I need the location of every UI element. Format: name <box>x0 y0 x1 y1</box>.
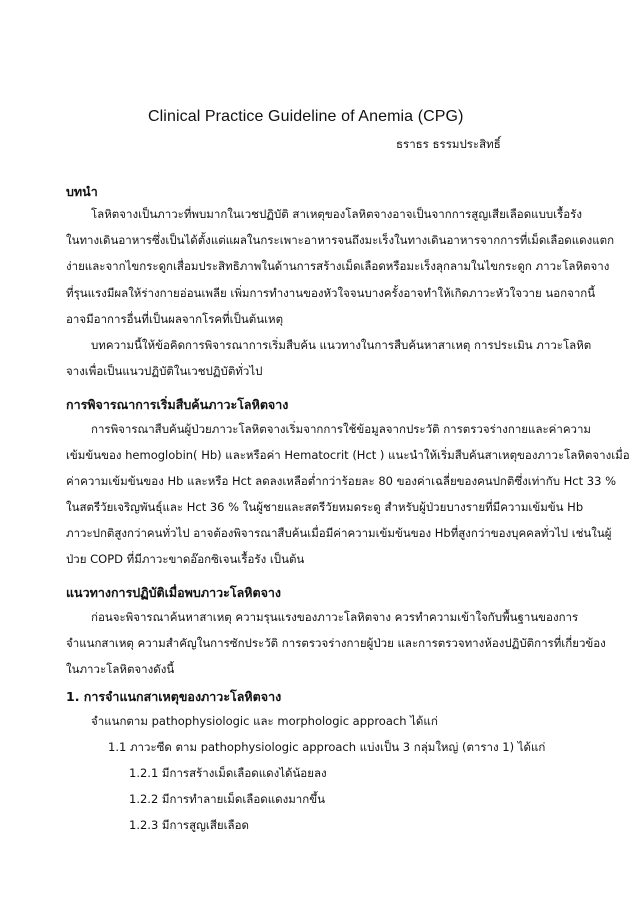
paragraph-line: โลหิตจางเป็นภาวะที่พบมากในเวชปฏิบัติ สาเหตุของโลหิตจางอาจเป็นจากการสูญเสียเลือดแบบเรื้อรัง <box>91 207 582 221</box>
paragraph-line: ค่าความเข้มข้นของ Hb และหรือ Hct ลดลงเหลือต่ำกว่าร้อยละ 80 ของค่าเฉลี่ยของคนปกติซึ่งเท่ากับ Hct 33 % <box>66 474 617 488</box>
document-title: Clinical Practice Guideline of Anemia (CPG) <box>148 108 464 125</box>
paragraph-line: ง่ายและจากไขกระดูกเสื่อมประสิทธิภาพในด้านการสร้างเม็ดเลือดหรือมะเร็งลุกลามในไขกระดูก ภาวะโลหิตจาง <box>66 259 610 273</box>
paragraph-line: การพิจารณาสืบค้นผู้ป่วยภาวะโลหิตจางเริ่มจากการใช้ข้อมูลจากประวัติ การตรวจร่างกายและค่าความ <box>91 422 592 436</box>
paragraph-line: ก่อนจะพิจารณาค้นหาสาเหตุ ความรุนแรงของภาวะโลหิตจาง ควรทำความเข้าใจกับพื้นฐานของการ <box>91 610 579 624</box>
intro-heading: บทนำ <box>66 184 98 199</box>
classification-line: จำแนกตาม pathophysiologic และ morphologic approach ได้แก่ <box>91 714 438 728</box>
list-item: 1.2.1 มีการสร้างเม็ดเลือดแดงได้น้อยลง <box>129 766 327 780</box>
paragraph-line: ในทางเดินอาหารซึ่งเป็นได้ตั้งแต่แผลในกระเพาะอาหารจนถึงมะเร็งในทางเดินอาหารจากการที่เม็ดเลือดแดงแตก <box>66 233 615 247</box>
paragraph-line: จางเพื่อเป็นแนวปฏิบัติในเวชปฏิบัติทั่วไป <box>66 364 263 378</box>
paragraph-line: จำแนกสาเหตุ ความสำคัญในการซักประวัติ การตรวจร่างกายผู้ป่วย และการตรวจทางห้องปฏิบัติการที่เกี่ยวข้อง <box>66 636 606 650</box>
paragraph-line: ภาวะปกติสูงกว่าคนทั่วไป อาจต้องพิจารณาสืบค้นเมื่อมีค่าความเข้มข้นของ Hbที่สูงกว่าของบุคคลทั่วไป เช่นในผู้ <box>66 526 612 540</box>
list-item: 1.2.2 มีการทำลายเม็ดเลือดแดงมากขึ้น <box>129 792 325 806</box>
section-heading-workup: การพิจารณาการเริ่มสืบค้นภาวะโลหิตจาง <box>66 397 289 412</box>
paragraph-line: ในภาวะโลหิตจางดังนี้ <box>66 662 175 676</box>
section-heading-practice: แนวทางการปฏิบัติเมื่อพบภาวะโลหิตจาง <box>66 585 282 600</box>
author-name: ธราธร ธรรมประสิทธิ์ <box>396 137 501 151</box>
sub-heading-classification: 1. การจำแนกสาเหตุของภาวะโลหิตจาง <box>66 689 282 704</box>
paragraph-line: ในสตรีวัยเจริญพันธุ์และ Hct 36 % ในผู้ชายและสตรีวัยหมดระดู สำหรับผู้ป่วยบางรายที่มีความเข้มข้น Hb <box>66 500 584 514</box>
list-item-1-1: 1.1 ภาวะซีด ตาม pathophysiologic approach แบ่งเป็น 3 กลุ่มใหญ่ (ตาราง 1) ได้แก่ <box>108 740 546 754</box>
paragraph-line: เข้มข้นของ hemoglobin( Hb) และหรือค่า Hematocrit (Hct ) แนะนำให้เริ่มสืบค้นสาเหตุของภาวะโลหิตจางเมื่อ <box>66 448 630 462</box>
paragraph-line: อาจมีอาการอื่นที่เป็นผลจากโรคที่เป็นต้นเหตุ <box>66 312 284 326</box>
paragraph-line: ป่วย COPD ที่มีภาวะขาดอ๊อกซิเจนเรื้อรัง เป็นต้น <box>66 552 305 566</box>
paragraph-line: บทความนี้ให้ข้อคิดการพิจารณาการเริ่มสืบค้น แนวทางในการสืบค้นหาสาเหตุ การประเมิน ภาวะโลหิต <box>91 338 592 352</box>
list-item: 1.2.3 มีการสูญเสียเลือด <box>129 818 249 832</box>
paragraph-line: ที่รุนแรงมีผลให้ร่างกายอ่อนเพลีย เพิ่มการทำงานของหัวใจจนบางครั้งอาจทำให้เกิดภาวะหัวใจวาย นอกจากนี้ <box>66 286 596 300</box>
